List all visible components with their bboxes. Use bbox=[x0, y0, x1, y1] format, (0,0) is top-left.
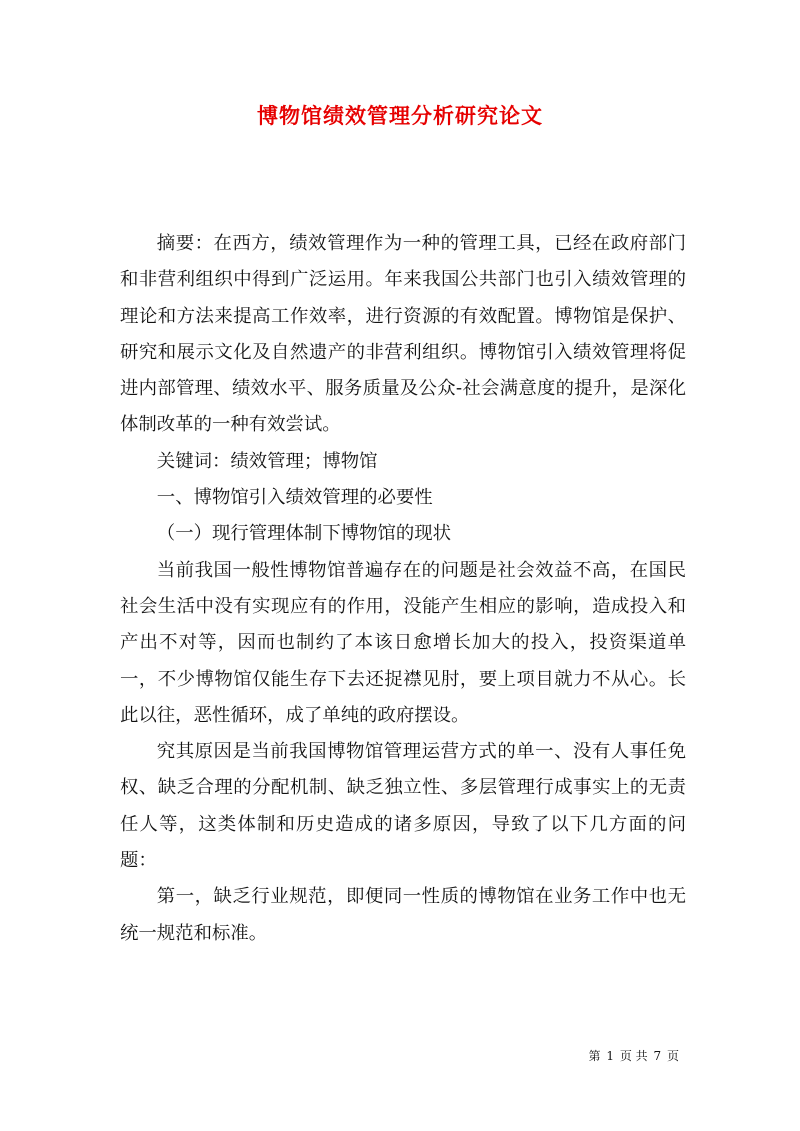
total-pages-number: 7 bbox=[653, 1049, 662, 1063]
footer-mid: 页 共 bbox=[619, 1049, 648, 1063]
body-paragraph: 第一，缺乏行业规范，即便同一性质的博物馆在业务工作中也无统一规范和标准。 bbox=[120, 886, 686, 944]
body-paragraph: 当前我国一般性博物馆普遍存在的问题是社会效益不高，在国民社会生活中没有实现应有的作用，没能产生相应的影响，造成投入和产出不对等，因而也制约了本该日愈增长加大的投入，投资渠道单一，不少博物馆仅能生存下去还捉襟见肘，要上项目就力不从心。长此以往，恶性循环，成了单纯的政府摆设。 bbox=[120, 559, 686, 726]
footer-prefix: 第 bbox=[588, 1049, 601, 1063]
body-paragraph: 究其原因是当前我国博物馆管理运营方式的单一、没有人事任免权、缺乏合理的分配机制、缺乏独立性、多层管理行成事实上的无责任人等，这类体制和历史造成的诸多原因，导致了以下几方面的问题： bbox=[120, 741, 686, 872]
page-number-footer bbox=[588, 1048, 680, 1064]
section-heading: 一、博物馆引入绩效管理的必要性 bbox=[156, 487, 433, 509]
document-body bbox=[120, 226, 686, 952]
current-page-number: 1 bbox=[606, 1049, 615, 1063]
footer-suffix: 页 bbox=[666, 1049, 679, 1063]
subsection-heading: （一）现行管理体制下博物馆的现状 bbox=[156, 523, 452, 545]
keywords-paragraph: 关键词：绩效管理；博物馆 bbox=[156, 450, 378, 472]
abstract-paragraph: 摘要：在西方，绩效管理作为一种的管理工具，已经在政府部门和非营利组织中得到广泛运用。年来我国公共部门也引入绩效管理的理论和方法来提高工作效率，进行资源的有效配置。博物馆是保护、研究和展示文化及自然遗产的非营利组织。博物馆引入绩效管理将促进内部管理、绩效水平、服务质量及公众-社会满意度的提升，是深化体制改革的一种有效尝试。 bbox=[120, 233, 686, 436]
page-title: 博物馆绩效管理分析研究论文 bbox=[257, 103, 543, 128]
